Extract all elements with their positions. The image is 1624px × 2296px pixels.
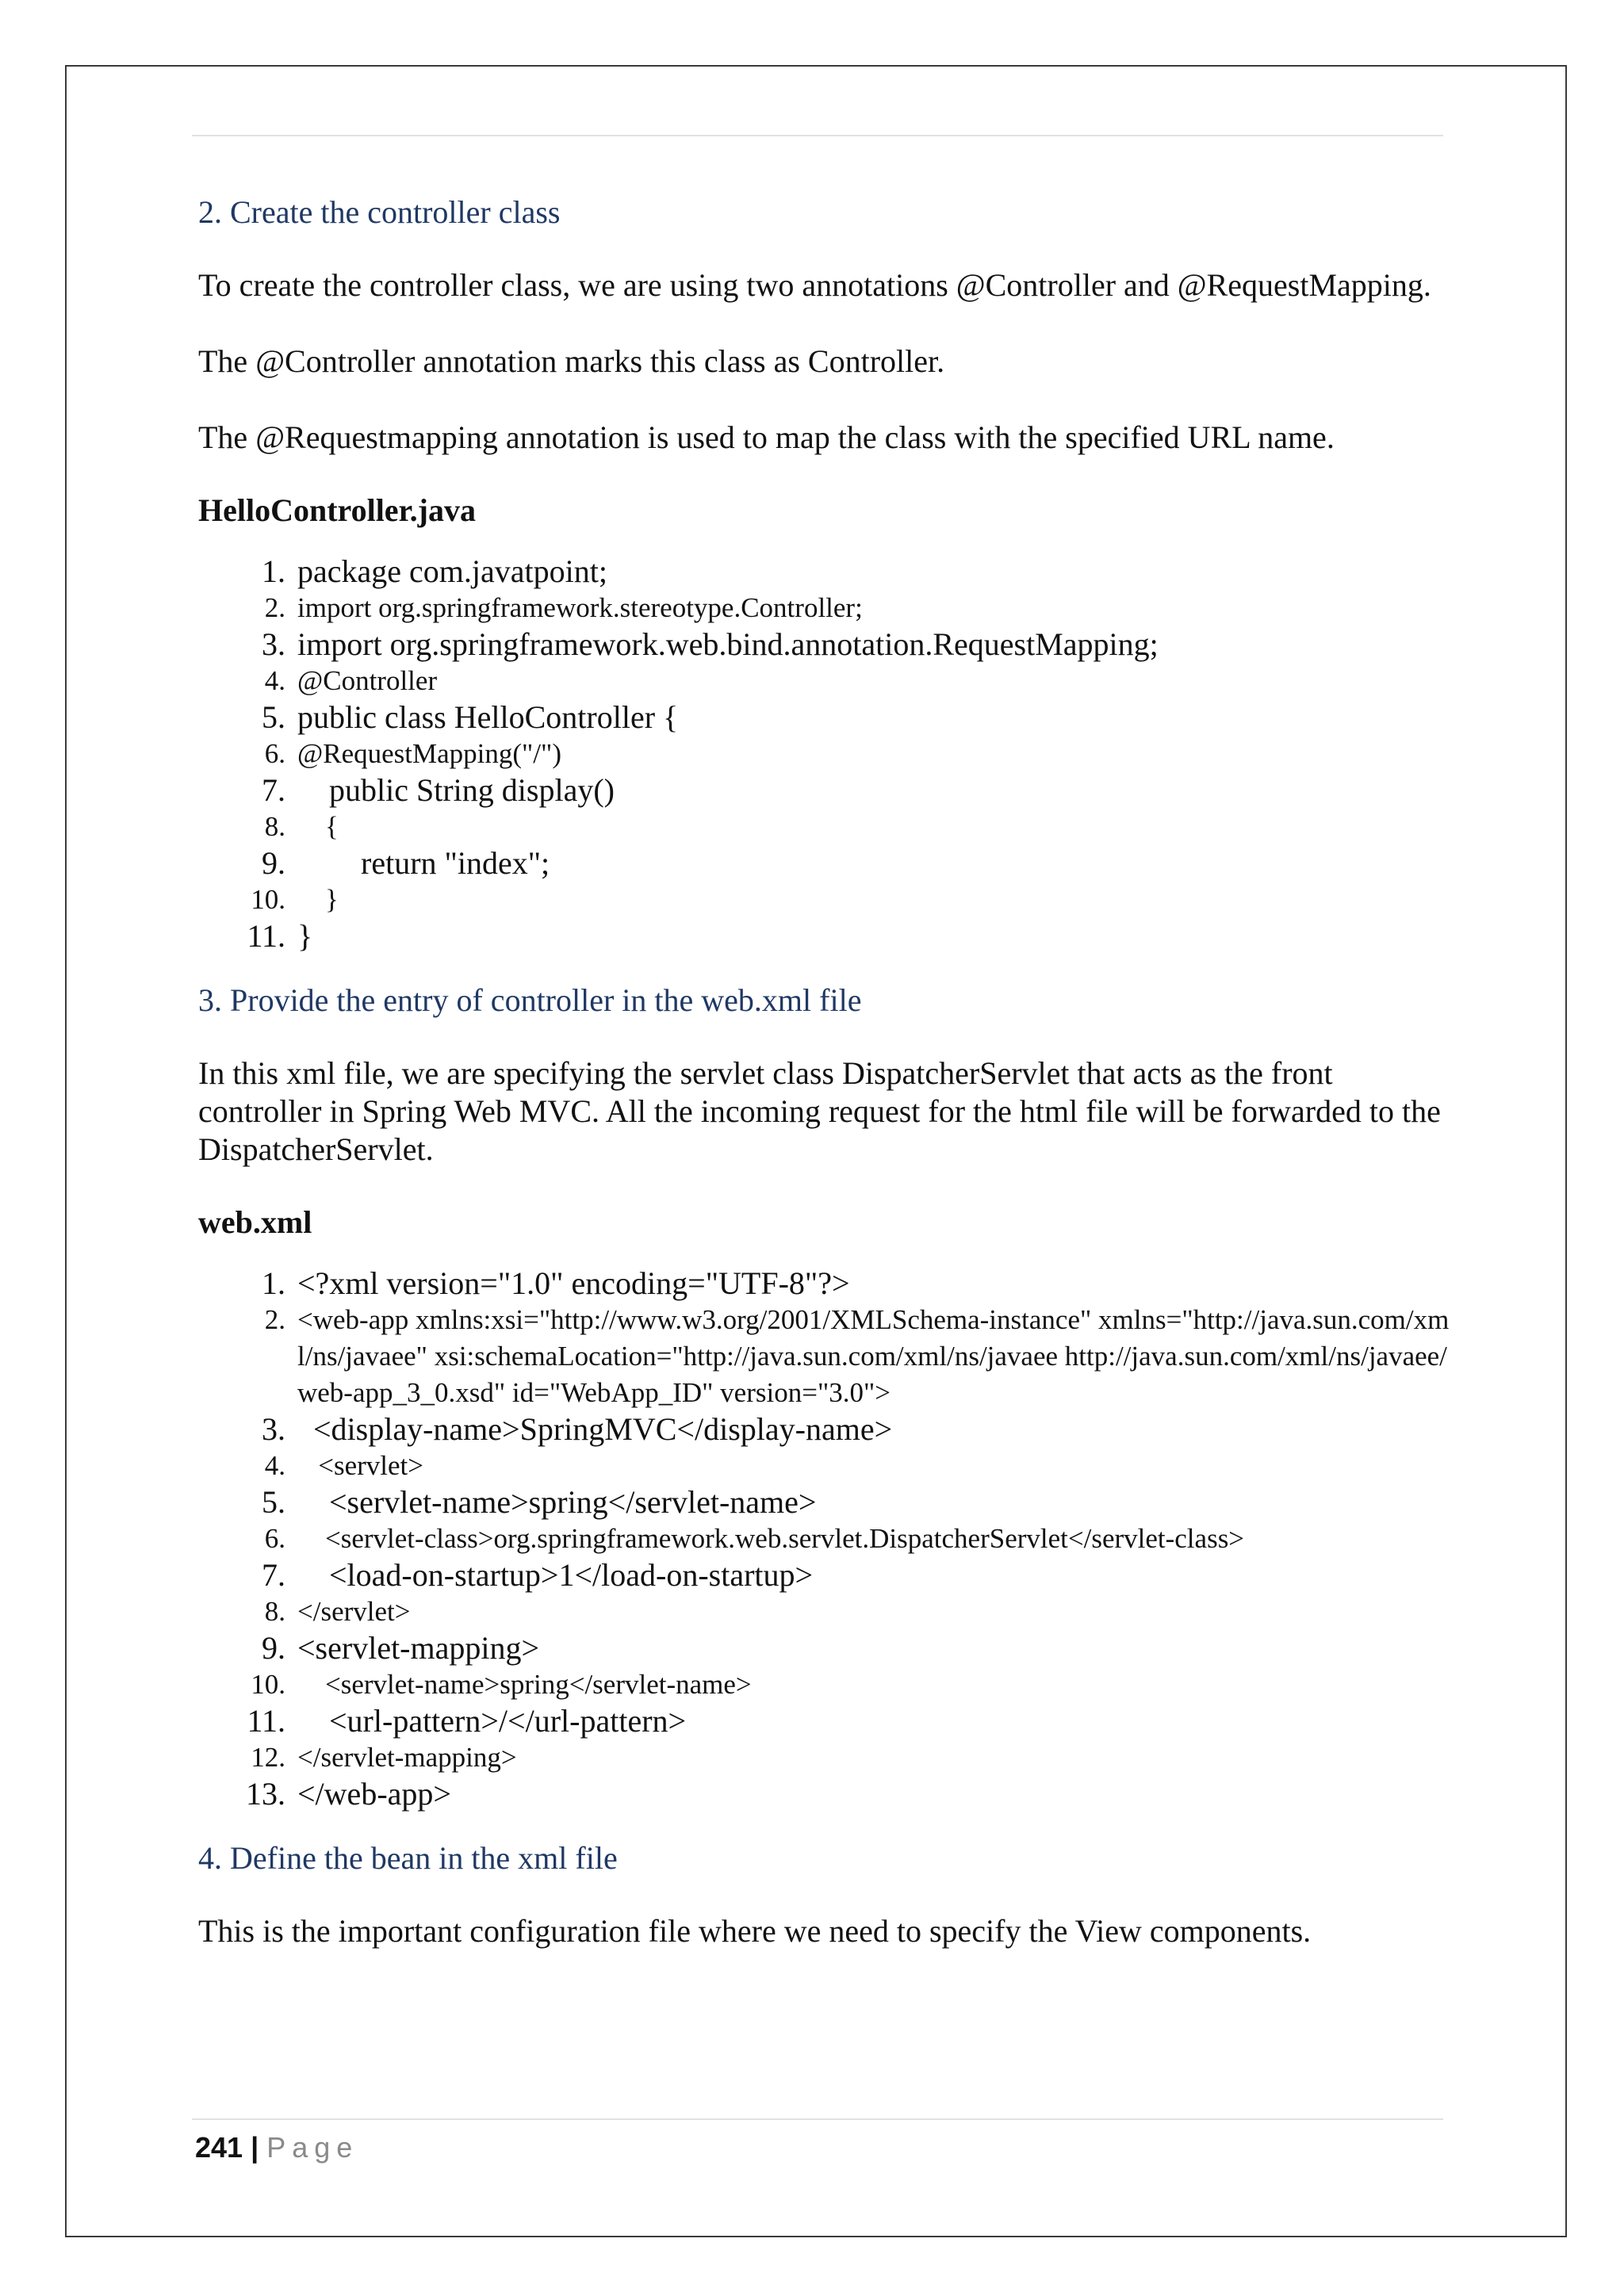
code-line: 6. @RequestMapping("/") — [264, 738, 561, 769]
file-label-hellocontroller: HelloController.java — [198, 492, 476, 528]
code-line: 7. public String display() — [262, 772, 615, 808]
document-body — [198, 190, 1451, 1950]
section-heading-webxml-entry: 3. Provide the entry of controller in the web.xml file — [198, 982, 862, 1018]
code-line: 5. <servlet-name>spring</servlet-name> — [262, 1484, 817, 1520]
code-line: 4. @Controller — [264, 665, 438, 696]
code-line: 10. <servlet-name>spring</servlet-name> — [251, 1669, 752, 1700]
paragraph-view-components: This is the important configuration file where we need to specify the View components. — [198, 1913, 1312, 1949]
paragraph-controller-annotation: The @Controller annotation marks this class as Controller. — [198, 343, 945, 379]
code-line: 1. <?xml version="1.0" encoding="UTF-8"?> — [262, 1265, 850, 1301]
footer-rule — [192, 2118, 1443, 2120]
file-label-webxml: web.xml — [198, 1204, 312, 1240]
code-line: 10. } — [251, 884, 339, 915]
code-line: 11. } — [247, 918, 313, 954]
code-line: 4. <servlet> — [264, 1450, 424, 1481]
page-footer — [195, 2131, 358, 2164]
code-line: 3. <display-name>SpringMVC</display-name> — [262, 1411, 893, 1447]
code-listing-webxml — [198, 1265, 1451, 1812]
section-heading-define-bean: 4. Define the bean in the xml file — [198, 1840, 618, 1876]
code-line: 8. </servlet> — [264, 1596, 411, 1627]
code-line: 8. { — [264, 811, 339, 842]
paragraph-annotations-intro: To create the controller class, we are using two annotations @Controller and @RequestMapping. — [198, 267, 1431, 303]
code-line: 13. </web-app> — [246, 1776, 451, 1812]
header-rule — [192, 135, 1443, 136]
code-line: 9. return "index"; — [262, 845, 550, 881]
code-line: 11. <url-pattern>/</url-pattern> — [247, 1703, 687, 1739]
code-line: 2. import org.springframework.stereotype.Controller; — [264, 592, 863, 623]
page-number: 241 — [195, 2131, 243, 2164]
paragraph-requestmapping-annotation: The @Requestmapping annotation is used to map the class with the specified URL name. — [198, 419, 1335, 455]
code-line: 12. </servlet-mapping> — [251, 1742, 517, 1773]
code-line: 5. public class HelloController { — [262, 699, 679, 735]
code-line: 7. <load-on-startup>1</load-on-startup> — [262, 1557, 814, 1593]
section-heading-controller: 2. Create the controller class — [198, 194, 561, 230]
code-line: 9. <servlet-mapping> — [262, 1630, 540, 1666]
footer-separator: | — [251, 2131, 259, 2164]
page-word: Page — [266, 2131, 359, 2164]
code-line: 2. <web-app xmlns:xsi="http://www.w3.org/2001/XMLSchema-instance" xmlns="http://java.sun.com/xml/ns/javaee" xsi:schemaLocation="http://java.sun.com/xml/ns/javaee http://java.sun.com/xml/ns/javaee/web-app_3_0.xsd" id="WebApp_ID" version="3.0"> — [264, 1304, 1450, 1408]
paragraph-dispatcherservlet: In this xml file, we are specifying the servlet class DispatcherServlet that acts as the front controller in Spring Web MVC. All the incoming request for the html file will be forwarded to the DispatcherServlet. — [198, 1055, 1441, 1167]
code-line: 3. import org.springframework.web.bind.annotation.RequestMapping; — [262, 626, 1159, 662]
code-line: 6. <servlet-class>org.springframework.web.servlet.DispatcherServlet</servlet-class> — [264, 1523, 1245, 1554]
code-line: 1. package com.javatpoint; — [262, 553, 607, 589]
code-listing-hellocontroller — [198, 553, 1451, 955]
